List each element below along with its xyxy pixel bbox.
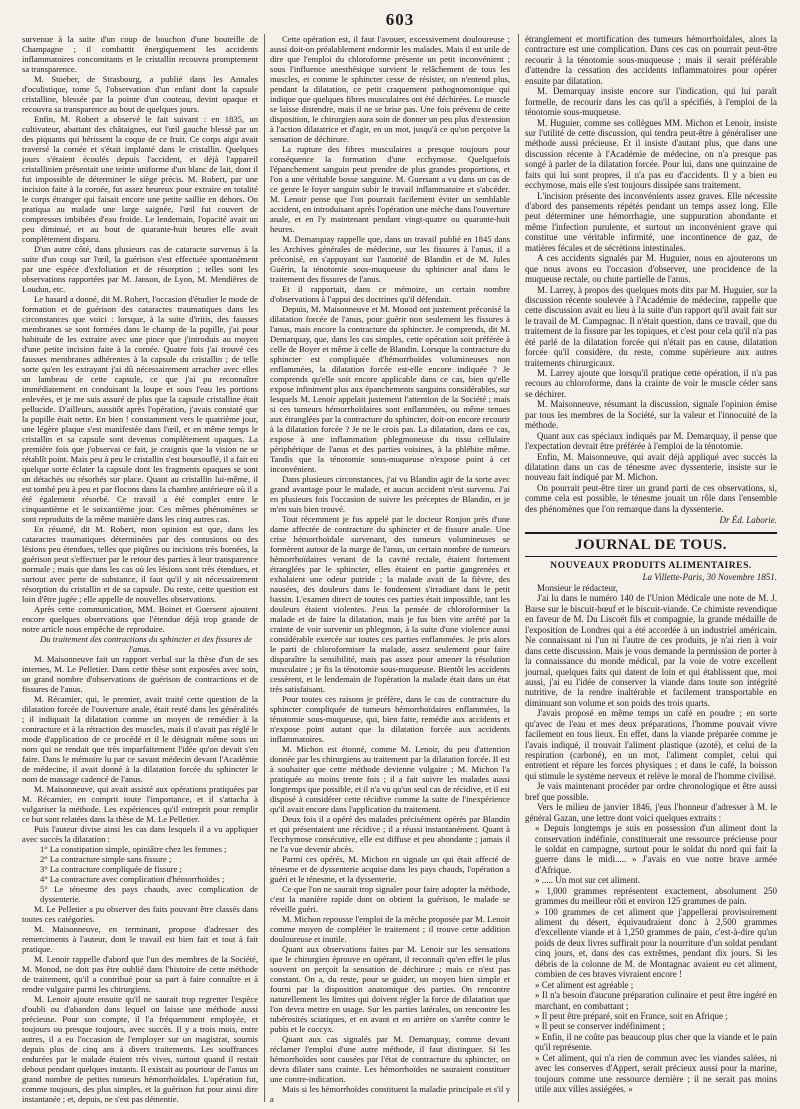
paragraph: Dans plusieurs circonstances, j'ai vu Blandin agir de la sorte avec grand avantage pour le malade, et aucun accident n'est survenu. J'ai en plusieurs fois l'occasion de suivre les préceptes de Blandin, et je m'en suis bien trouvé. — [270, 474, 510, 514]
paragraph: M. Michon repousse l'emploi de la mèche proposée par M. Lenoir comme moyen de compléter le traitement ; il trouve cette addition douloureuse et inutile. — [270, 914, 510, 944]
paragraph: Le hasard a donné, dit M. Robert, l'occasion d'étudier le mode de formation et de guérison des cataractes traumatiques dans les circonstances que voici : lorsque, à la suite d'iritis, des fausses membranes se sont formées dans le champ de la pupille, j'ai pour habitude de les extraire avec une pince que j'introduis au moyen d'une petite incision faite à la cornée. Quatre fois j'ai trouvé ces fausses membranes adhérentes à la capsule du cristallin ; de telle sorte qu'en les extrayant j'ai dû nécessairement arracher avec elles un lambeau de cette capsule, ce que j'ai pu reconnaître immédiatement en conduisant la loupe et sous l'eau les portions enlevées, et je me suis assuré de plus que la capsule cristalline était pellucide. D'ailleurs, aussitôt après l'opération, j'avais constaté que la pupille était nette. En bien ! constamment vers le quatrième jour, une légère plaque s'est manifestée dans l'œil, et en même temps le cristallin et sa capsule sont devenus complètement opaques. La première fois que j'observai ce fait, je craignis que la vision ne se rétablît point. Mais peu à peu le cristallin s'est boursouflé, il a fait en quelque sorte éclater la capsule dont les fragments opaques se sont un détachés ou résorbés sur place. Quant au cristallin lui-même, il est tombé peu à peu et par flocons dans la chambre antérieure où il a été également résorbé. Ce travail a été complet entre le cinquantième et le soixantième jour. Ces mêmes phénomènes se sont reproduits de la même manière dans les cinq autres cas. — [22, 294, 258, 524]
paragraph: M. Lenoir rappelle d'abord que l'un des membres de la Société, M. Monod, ne doit pas être oublié dans l'histoire de cette méthode de traitement, qu'il a contribué pour sa part à faire connaître et à rendre vulgaire parmi les chirurgiens. — [22, 954, 258, 994]
author-signature: Dr Éd. Laborie. — [719, 515, 777, 526]
paragraph: Enfin, M. Maisonneuve, qui avait déjà appliqué avec succès la dilatation dans un cas de ténesme avec dyssenterie, insiste sur le nouveau fait indiqué par M. Michon. — [525, 451, 777, 483]
section-title: Du traitement des contractions du sphincter et des fissures de l'anus. — [40, 634, 252, 654]
column-divider — [518, 34, 519, 1102]
paragraph: Quant aux cas signalés par M. Demarquay, comme devant réclamer l'emploi d'une autre méthode, il faut distinguer. Si les hémorrhoïdes sont causées par l'état de contracture du sphincter, on devra dilater sans crainte. Les hémorrhoïdes ne sauraient constituer une contre-indication. — [270, 1034, 510, 1084]
paragraph: M. Lenoir ajoute ensuite qu'il ne saurait trop regretter l'espèce d'oubli ou d'abandon dans lequel on laisse une méthode aussi précieuse. Pour son compte, il l'a fréquemment employée, et toujours ou presque toujours, avec succès. Il y a trois mois, entre autres, il a eu l'occasion de l'employer sur un magistrat, soumis depuis plus de cinq ans à divers traitements. Les souffrances endurées par le malade étaient très vives, surtout quand il restait debout pendant quelques instants. Il existait au pourtour de l'anus un grand nombre de petites tumeurs hémorrhoïdales. L'opération fut, comme toujours, des plus simples, et la guérison fut pour ainsi dire instantanée ; et, depuis, ne s'est pas démentie. — [22, 994, 258, 1104]
quoted-paragraph: » Cet aliment est agréable ; — [535, 979, 634, 990]
paragraph: survenue à la suite d'un coup de bouchon d'une bouteille de Champagne ; il combattit énergiquement les accidents inflammatoires concomitants et le cristallin recouvra promptement sa transparence. — [22, 34, 258, 74]
quoted-paragraph: « Depuis longtemps je suis en possession d'un aliment dont la conservation indéfinie, constituerait une ressource précieuse pour le soldat en campagne, surtout pour le soldat du nord qui fait la guerre dans le midi..... » J'avais en vue notre brave armée d'Afrique. — [535, 823, 777, 875]
paragraph: Et il rapportait, dans ce mémoire, un certain nombre d'observations à l'appui des doctrines qu'il défendait. — [270, 284, 510, 304]
list-item: 3° La contracture compliquée de fissure ; — [40, 864, 182, 874]
paragraph: En résumé, dit M. Robert, mon opinion est que, dans les cataractes traumatiques déterminées par des contusions ou des lésions peu étendues, telles que piqûres ou incisions très bornées, la guérison peut s'effectuer par le retour des parties à leur transparence normale ; mais que dans les cas où les lésions sont très étendues, et surtout avec perte de substance, il faut qu'il y ait nécessairement résorption du cristallin et de sa capsule. Du reste, cette question est loin d'être jugée ; elle appelle de nouvelles observations. — [22, 524, 258, 604]
paragraph: M. Récamier, qui, le premier, avait traité cette question de la dilatation forcée de l'ouverture anale, était resté dans les généralités ; il indiquait la dilatation comme un moyen de remédier à la contracture et à la rétraction des muscles, mais il n'avait pas réglé le mode d'application de ce procédé et il le désignait même sous un nom qui ne rendait que très imparfaitement l'idée qu'on devait s'en faire. Dans le mémoire lu par ce savant médecin devant l'Académie de médecine, il avait donné à la dilatation forcée du sphincter le nom de massage cadencé de l'anus. — [22, 694, 258, 784]
paragraph: Depuis, M. Maisonneuve et M. Monod ont justement préconisé la dilatation forcée de l'anus, pour guérir non seulement les fissures à l'anus, mais encore la contracture du sphincter. Je comprends, dit M. Demarquay, que, dans les cas simples, cette opération soit préférée à celle de Boyer et même à celle de Blandin. Lorsque la contracture du sphincter est compliquée d'hémorrhoïdes volumineuses non enflammées, la dilatation forcée est-elle encore indiquée ? Je comprends qu'elle soit encore applicable dans ce cas, bien qu'elle expose infiniment plus aux épanchements sanguins considérables, sur lesquels M. Lenoir appelait justement l'attention de la Société ; mais si ces tumeurs hémorrhoïdaires sont enflammées, ou même tenues aux étranglées par la contracture du sphincter, doit-on encore recourir à la dilatation forcée ? Je ne le crois pas. La dilatation, dans ce cas, expose à une inflammation phlegmoneuse du tissu cellulaire périphérique de l'anus et des parties voisines, à la phlébite même. Tandis que la ténotomie sous-muqueuse n'expose point à cet inconvénient. — [270, 304, 510, 474]
paragraph: Cette opération est, il faut l'avouer, excessivement douloureuse ; aussi doit-on préalablement endormir les malades. Mais il est utile de dire que l'emploi du chloroforme présente un petit inconvénient ; sous l'influence anesthésique survient le relâchement de tous les muscles, et comme le sphincter cesse de résister, on n'entend plus, pendant la dilatation, ce petit craquement pathognomonique qui indique que quelques fibres musculaires ont été déchirées. Le muscle se laisse distendre, mais il ne se brise pas. Une fois prévenu de cette disposition, le chirurgien aura soin de donner un peu plus d'extension à l'action dilatatrice et d'agir, en un mot, jusqu'à ce qu'on perçoive la sensation de déchirure. — [270, 34, 510, 144]
paragraph: J'avais proposé en même temps un café en poudre ; en sorte qu'avec de l'eau et mes deux préparations, l'homme pouvait vivre facilement en tous lieux. En effet, dans la viande préparée comme je l'avais indiqué, il trouvait l'aliment plastique (azoté), et celui de la respiration (carboné), en un mot, l'aliment complet, celui qui entretient et répare les forces physiques ; et dans le café, la boisson qui stimule le système nerveux et relève le moral de l'homme civilisé. — [525, 708, 777, 781]
paragraph: M. Larrey ajoute que lorsqu'il pratique cette opération, il n'a pas recours au chloroforme, dans la crainte de voir le muscle céder sans se déchirer. — [525, 368, 777, 399]
list-item: 1° La constipation simple, opiniâtre chez les femmes ; — [40, 844, 227, 854]
column-divider — [264, 34, 265, 1102]
paragraph: Quant aux observations faites par M. Lenoir sur les sensations que le chirurgien éprouve en opérant, il reconnaît qu'en effet le plus souvent on perçoit la sensation de déchirure ; mais ce n'est pas constant. On a, du reste, pour se guider, un moyen bien simple et fourni par la disposition anatomique des parties. On rencontre naturellement les limites qui doivent régler la force de dilatation que l'on devra mettre en usage. Sur les parties latérales, on rencontre les tubérosités sciatiques, et en avant et en arrière on s'arrête contre le pubis et le coccyx. — [270, 944, 510, 1034]
paragraph: Quant aux cas spéciaux indiqués par M. Demarquay, il pense que l'expectation devrait être préférée à l'emploi de la ténotomie. — [525, 430, 777, 452]
paragraph: M. Le Pelletier a pu observer des faits pouvant être classés dans toutes ces catégories. — [22, 904, 258, 924]
paragraph: étranglement et mortification des tumeurs hémorrhoïdales, alors la contracture est une complication. Dans ces cas on pourrait peut-être recourir à la ténotomie sous-muqueuse ; mais il serait préférable d'attendre la cessation des accidents inflammatoires pour opérer ensuite par dilatation. — [525, 34, 777, 86]
list-item: 5° Le ténesme des pays chauds, avec complication de dyssenterie. — [40, 884, 258, 904]
quoted-paragraph: » Cet aliment, qui n'a rien de commun avec les viandes salées, ni avec les conserves d'Appert, serait précieux aussi pour la marine, toujours comme une ressource dernière ; il ne serait pas moins utile aux villes assiégées. » — [535, 1052, 777, 1094]
paragraph: Puis l'auteur divise ainsi les cas dans lesquels il a vu appliquer avec succès la dilatation : — [22, 824, 258, 844]
paragraph: Vers le milieu de janvier 1846, j'eus l'honneur d'adresser à M. le général Gazan, une lettre dont voici quelques extraits : — [525, 802, 777, 823]
paragraph: M. Maisonneuve, en terminant, propose d'adresser des remerciments à l'auteur, dont le travail est bien fait et tout à fait pratique. — [22, 924, 258, 954]
paragraph: M. Stoeber, de Strasbourg, a publié dans les Annales d'oculistique, tome 5, l'observation d'un enfant dont la capsule cristalline, blessée par la pointe d'un couteau, devint opaque et recouvra sa transparence au bout de quelques jours. — [22, 74, 258, 114]
journal-subtitle: NOUVEAUX PRODUITS ALIMENTAIRES. — [550, 559, 752, 571]
column-right — [525, 34, 777, 1104]
quoted-paragraph: » 100 grammes de cet aliment que j'appellerai provisoirement aliment du désert, équivaudraient donc à 2,500 grammes d'excellente viande et à 1,250 grammes de pain, c'est-à-dire qu'un poids de deux livres suffirait pour la nourriture d'un soldat pendant cinq jours, et, dans des cas extrêmes, pendant dix jours. Si les débris de la colonne de M. de Montagnac avaient eu cet aliment, combien de ces braves vivraient encore ! — [535, 906, 777, 980]
quoted-paragraph: » 1,000 grammes représentent exactement, absolument 250 grammes du meilleur rôti et environ 125 grammes de pain. — [535, 885, 777, 907]
quoted-paragraph: » ..... Un mot sur cet aliment. — [535, 875, 640, 886]
paragraph: Enfin, M. Robert a observé le fait suivant : en 1835, un cultivateur, abattant des châtaignes, eut l'œil gauche blessé par un des piquants qui hérissent la coque de ce fruit. Ce corps aigu avait traversé la cornée et s'était implanté dans le cristallin. Quelques jours s'étaient écoulés depuis l'accident, et déjà l'appareil cristallinien présentait une teinte uniforme d'un blanc de lait, dont il fut impossible de déterminer le siège précis. M. Robert, par une incision faite à la cornée, fut assez heureux pour extraire en totalité le corps étranger qui faisait encore une petite saillie en dehors. On pratiqua au malade une large saignée, l'œil fut couvert de compresses imbibées d'eau froide. Le lendemain, l'opacité avait un peu diminué, et au bout de quarante-huit heures elle avait complètement disparu. — [22, 114, 258, 244]
column-middle — [270, 34, 510, 1104]
paragraph: Après cette communication, MM. Boinet et Guersent ajoutent encore quelques observations que l'étendue déjà trop grande de notre article nous empêche de reproduire. — [22, 604, 258, 634]
paragraph: Parmi ces opérés, M. Michon en signale un qui était affecté de ténesme et de dyssenterie acquise dans les pays chauds, l'opération a guéri et le ténesme, et la dyssenterie. — [270, 854, 510, 884]
paragraph: M. Maisonneuve, résumant la discussion, signale l'opinion émise par tous les membres de la Société, sur la valeur et l'innocuité de la méthode. — [525, 399, 777, 431]
paragraph: L'incision présente des inconvénients assez graves. Elle nécessite d'abord des pansements répétés pendant un temps assez long. Elle peut déterminer une hémorrhagie, une suppuration abondante et même l'infection purulente, et surtout un inconvénient grave qui constitue une véritable infirmité, une incontinence de gaz, de matières fécales et de sécrétions intestinales. — [525, 190, 777, 253]
paragraph: Pour toutes ces raisons je préfère, dans le cas de contracture du sphincter compliquée de tumeurs hémorrhoïdaires enflammées, la ténotomie sous-muqueuse, qui, bien faite, remédie aux accidents et n'expose point autant que la dilatation forcée aux accidents inflammatoires. — [270, 694, 510, 744]
paragraph: Ce que l'on ne saurait trop signaler pour faire adopter la méthode, c'est la manière rapide dont on obtient la guérison, le malade se réveille guéri. — [270, 884, 510, 914]
paragraph: M. Demarquay rappelle que, dans un travail publié en 1845 dans les Archives générales de médecine, sur les fissures à l'anus, il a préconisé, en s'appuyant sur l'autorité de Blandin et de M. Jules Guérin, la ténotomie sous-muqueuse du sphincter anal dans le traitement des fissures de l'anus. — [270, 234, 510, 284]
salutation: Monsieur le rédacteur, — [537, 583, 618, 593]
paragraph: Mais si les hémorrhoïdes constituent la maladie principale et s'il y a — [270, 1084, 510, 1104]
paragraph: M. Maisonneuve fait un rapport verbal sur la thèse d'un de ses internes, M. Le Pelletier. Dans cette thèse sont exposées avec soin, un grand nombre d'observations de guérison de contractions et de fissures de l'anus. — [22, 654, 258, 694]
paragraph: D'un autre côté, dans plusieurs cas de cataracte survenus à la suite d'un coup sur l'œil, la guérison s'est effectuée spontanément par une espèce d'exfoliation et de résorption ; telles sont les observations rapportées par M. Janson, de Lyon, M. Mendières de Loudun, etc. — [22, 244, 258, 294]
list-item: 2° La contracture simple sans fissure ; — [40, 854, 172, 864]
paragraph: J'ai lu dans le numéro 140 de l'Union Médicale une note de M. J. Barse sur le biscuit-bœuf et le biscuit-viande. Ce chimiste revendique en faveur de M. Du Liscoët fils et compagnie, la grande médaille de l'exposition de Londres qui a été accordée à un industriel américain. Ne connaissant ni l'un ni l'autre de ces produits, je n'ai rien à voir dans cette discussion. Mais je vous demande la permission de porter à la connaissance du monde médical, par la voie de votre excellent journal, quelques faits qui datent de loin et qui établissent que, moi aussi, j'ai eu l'idée de conserver la viande dans toute son intégrité nutritive, de la rendre inaltérable et facilement transportable en diminuant son volume et son poids des trois quarts. — [525, 593, 777, 708]
quoted-paragraph: » Enfin, il ne coûte pas beaucoup plus cher que la viande et le pain qu'il représente. — [535, 1031, 777, 1053]
paragraph: La rupture des fibres musculaires a presque toujours pour conséquence la formation d'une ecchymose. Quelquefois l'épanchement sanguin peut prendre de plus grandes proportions, et l'on a une véritable bosse sanguine. M. Guersant a vu dans un cas de ce genre le foyer sanguin subir le travail inflammatoire et s'abcéder. M. Lenoir pense que l'on pourrait facilement éviter un semblable accident, en introduisant après l'opération une mèche dans l'ouverture anale, et en l'y maintenant pendant vingt-quatre ou quarante-huit heures. — [270, 144, 510, 234]
paragraph: M. Huguier, comme ses collègues MM. Michon et Lenoir, insiste sur l'utilité de cette discussion, qui tendra peut-être à généraliser une méthode aussi précieuse. Et il insiste d'autant plus, que dans une discussion récente à l'Académie de médecine, on n'a presque pas songé à parler de la dilatation forcée. Pour lui, dans une quinzaine de faits qui lui sont propres, il n'a pas eu d'accidents. Il y a bien eu ecchymose, mais elle s'est toujours dissipée sans traitement. — [525, 117, 777, 191]
paragraph: On pourrait peut-être tirer un grand parti de ces observations, si, comme cela est possible, le ténesme jouait un rôle dans l'ensemble des phénomènes que l'on remarque dans la dyssenterie. — [525, 482, 777, 514]
paragraph: M. Maisonneuve, qui avait assisté aux opérations pratiquées par M. Récamier, en comprit toute l'importance, et il s'attacha à vulgariser la méthode. Les expériences qu'il entreprit pour remplir ce but sont relatées dans la thèse de M. Le Pelletier. — [22, 784, 258, 824]
column-left — [22, 34, 258, 1104]
quoted-paragraph: » Il peut se conserver indéfiniment ; — [535, 1021, 665, 1032]
quoted-paragraph: » Il peut être préparé, soit en France, soit en Afrique ; — [535, 1010, 728, 1021]
page-number: 603 — [385, 10, 415, 29]
paragraph: M. Michon est étonné, comme M. Lenoir, du peu d'attention donnée par les chirurgiens au traitement par la dilatation forcée. Il est à souhaiter que cette méthode devienne vulgaire ; M. Michon l'a pratiquée au moins trente fois ; il a fait suivre les malades aussi longtemps que possible, et il n'a vu qu'un seul cas de récidive, et il est disposé à considérer cette récidive comme la suite de l'inexpérience qu'il avait encore dans l'application du traitement. — [270, 744, 510, 814]
quoted-paragraph: » Il n'a besoin d'aucune préparation culinaire et peut être ingéré en marchant, en combattant ; — [535, 990, 777, 1011]
paragraph: Tout récemment je fus appelé par le docteur Ronjon près d'une dame affectée de contracture du sphincter et de fissure anale. Une crise hémorrhoïdale survenant, des tumeurs volumineuses se formèrent autour de la marge de l'anus, un certain nombre de tumeurs hémorrhoïdaires venant de la cavité rectale, étaient fortement étranglées par le sphincter, elles étaient en partie gangrenées et exhalaient une odeur putride ; la malade avait de la fièvre, des nausées, des douleurs dans le fondement s'irradiant dans le petit bassin. L'examen direct de toutes ces parties était impossible, tant les douleurs étaient violentes. J'eus la pensée de chloroformiser la malade et de faire la dilatation, mais je fus bien vite arrêté par la crainte de voir survenir un phlegmon, à la suite d'une violence aussi considérable exercée sur toutes ces parties enflammées. Je pris alors le parti de chloroformiser la malade, assez seulement pour faire disparaître la sensibilité, mais pas assez pour amener la résolution musculaire ; je fis la ténotomie sous-muqueuse. Bientôt les accidents cessèrent, et le lendemain de l'opération la malade était dans un état très satisfaisant. — [270, 514, 510, 694]
paragraph: M. Demarquay insiste encore sur l'indication, qui lui paraît formelle, de recourir dans les cas qu'il a spécifiés, à l'emploi de la ténotomie sous-muqueuse. — [525, 86, 777, 118]
journal-title: JOURNAL DE TOUS. — [525, 532, 777, 557]
paragraph: Je vais maintenant procéder par ordre chronologique et être aussi bref que possible. — [525, 781, 777, 802]
dateline: La Villette-Paris, 30 Novembre 1851. — [642, 571, 777, 582]
paragraph: Deux fois il a opéré des malades précisément opérés par Blandin et qui présentaient une récidive ; il a réussi instantanément. Quant à l'ecchymose consécutive, elle est diffuse et peu abondante ; jamais il ne l'a vue devenir abcès. — [270, 814, 510, 854]
paragraph: A ces accidents signalés par M. Huguier, nous en ajouterons un que nous avons eu l'occasion d'observer, une procidence de la muqueuse rectale, ou chute partielle de l'anus. — [525, 253, 777, 285]
list-item: 4° La contracture avec complication d'hémorrhoïdes ; — [40, 874, 225, 884]
paragraph: M. Larrey, à propos des quelques mots dits par M. Huguier, sur la discussion récente soulevée à l'Académie de médecine, rappelle que cette discussion avait eu lieu à la suite d'un rapport qu'il avait fait sur le travail de M. Campagnac. Il n'était question, dans ce travail, que du traitement de la fissure par les topiques, et c'est pour cela qu'il n'a pas été parlé de la dilatation forcée qui n'était pas en cause, dilatation forcée qu'il considère, du reste, comme supérieure aux autres traitements chirurgicaux. — [525, 284, 777, 368]
